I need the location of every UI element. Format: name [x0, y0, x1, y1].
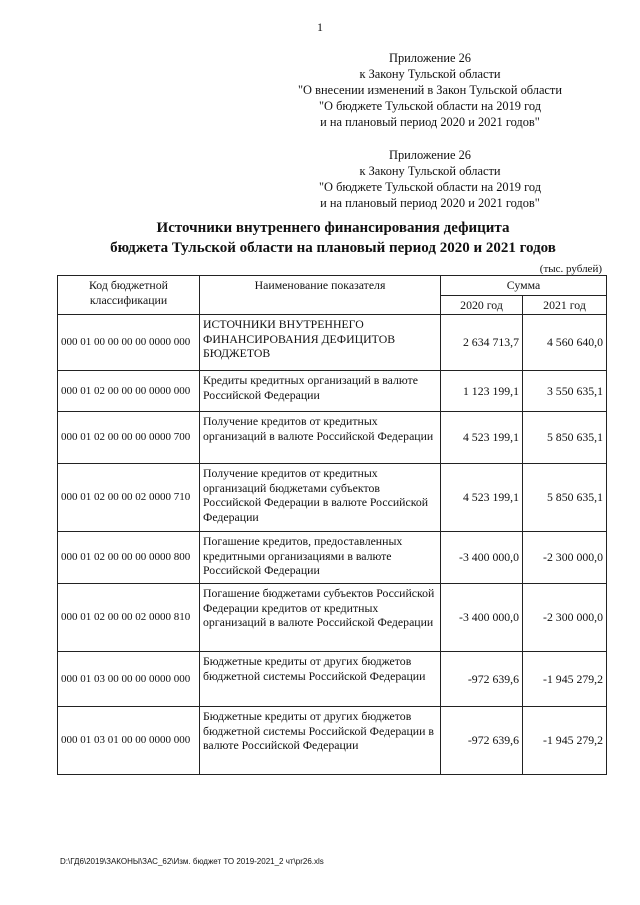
appendix-line: к Закону Тульской области [359, 67, 501, 81]
appendix-line: Приложение 26 [389, 51, 471, 65]
cell-name: Погашение бюджетами субъектов Российской Федерации кредитов от кредитных организаций в валюте Российской Федерации [200, 584, 441, 652]
appendix-line: и на плановый период 2020 и 2021 годов" [320, 115, 540, 129]
appendix-note-original [280, 147, 580, 211]
cell-code: 000 01 02 00 00 00 0000 800 [58, 532, 200, 584]
table-row [58, 315, 607, 371]
table-row [58, 464, 607, 532]
cell-name: Бюджетные кредиты от других бюджетов бюджетной системы Российской Федерации [200, 652, 441, 707]
cell-2021: 3 550 635,1 [523, 371, 607, 412]
cell-2020: 4 523 199,1 [441, 412, 523, 464]
appendix-line: "О внесении изменений в Закон Тульской области [298, 83, 562, 97]
table-row [58, 532, 607, 584]
cell-2020: 1 123 199,1 [441, 371, 523, 412]
cell-code: 000 01 00 00 00 00 0000 000 [58, 315, 200, 371]
header-year-2021: 2021 год [523, 295, 607, 315]
table-header-row [58, 276, 607, 296]
table-row [58, 584, 607, 652]
cell-2020: 2 634 713,7 [441, 315, 523, 371]
cell-2021: -1 945 279,2 [523, 652, 607, 707]
cell-2020: -972 639,6 [441, 652, 523, 707]
title-line-1: Источники внутреннего финансирования дефицита [156, 220, 510, 236]
cell-2021: -1 945 279,2 [523, 707, 607, 775]
cell-code: 000 01 02 00 00 00 0000 000 [58, 371, 200, 412]
table-row [58, 707, 607, 775]
cell-name: Получение кредитов от кредитных организаций бюджетами субъектов Российской Федерации в валюте Российской Федерации [200, 464, 441, 532]
header-code: Код бюджетной классификации [58, 276, 200, 315]
table-row [58, 652, 607, 707]
cell-name: ИСТОЧНИКИ ВНУТРЕННЕГО ФИНАНСИРОВАНИЯ ДЕФИЦИТОВ БЮДЖЕТОВ [200, 315, 441, 371]
unit-note: (тыс. рублей) [539, 263, 602, 275]
cell-code: 000 01 02 00 00 02 0000 710 [58, 464, 200, 532]
page-number: 1 [317, 20, 323, 34]
cell-2021: 4 560 640,0 [523, 315, 607, 371]
header-name: Наименование показателя [200, 276, 441, 315]
table-row [58, 412, 607, 464]
cell-code: 000 01 03 01 00 00 0000 000 [58, 707, 200, 775]
cell-2020: -3 400 000,0 [441, 584, 523, 652]
appendix-note-amendment [280, 50, 580, 130]
cell-name: Кредиты кредитных организаций в валюте Российской Федерации [200, 371, 441, 412]
appendix-line: "О бюджете Тульской области на 2019 год [318, 99, 542, 113]
cell-name: Погашение кредитов, предоставленных кредитными организациями в валюте Российской Федерации [200, 532, 441, 584]
cell-code: 000 01 03 00 00 00 0000 000 [58, 652, 200, 707]
cell-2020: 4 523 199,1 [441, 464, 523, 532]
cell-2021: 5 850 635,1 [523, 412, 607, 464]
cell-code: 000 01 02 00 00 02 0000 810 [58, 584, 200, 652]
cell-2021: -2 300 000,0 [523, 532, 607, 584]
appendix-line: и на плановый период 2020 и 2021 годов" [320, 196, 540, 210]
cell-code: 000 01 02 00 00 00 0000 700 [58, 412, 200, 464]
cell-2021: 5 850 635,1 [523, 464, 607, 532]
document-title [60, 218, 606, 258]
cell-2020: -972 639,6 [441, 707, 523, 775]
appendix-line: к Закону Тульской области [359, 164, 501, 178]
header-sum: Сумма [441, 276, 607, 296]
table-row [58, 371, 607, 412]
financing-sources-table [57, 275, 607, 775]
file-path-footer: D:\ГД6\2019\ЗАКОНЫ\ЗАС_62\Изм. бюджет ТО 2019-2021_2 чт\pr26.xls [60, 857, 324, 866]
cell-2021: -2 300 000,0 [523, 584, 607, 652]
appendix-line: "О бюджете Тульской области на 2019 год [318, 180, 542, 194]
appendix-line: Приложение 26 [389, 148, 471, 162]
header-year-2020: 2020 год [441, 295, 523, 315]
title-line-2: бюджета Тульской области на плановый период 2020 и 2021 годов [110, 240, 556, 256]
cell-2020: -3 400 000,0 [441, 532, 523, 584]
cell-name: Бюджетные кредиты от других бюджетов бюджетной системы Российской Федерации в валюте Российской Федерации [200, 707, 441, 775]
cell-name: Получение кредитов от кредитных организаций в валюте Российской Федерации [200, 412, 441, 464]
